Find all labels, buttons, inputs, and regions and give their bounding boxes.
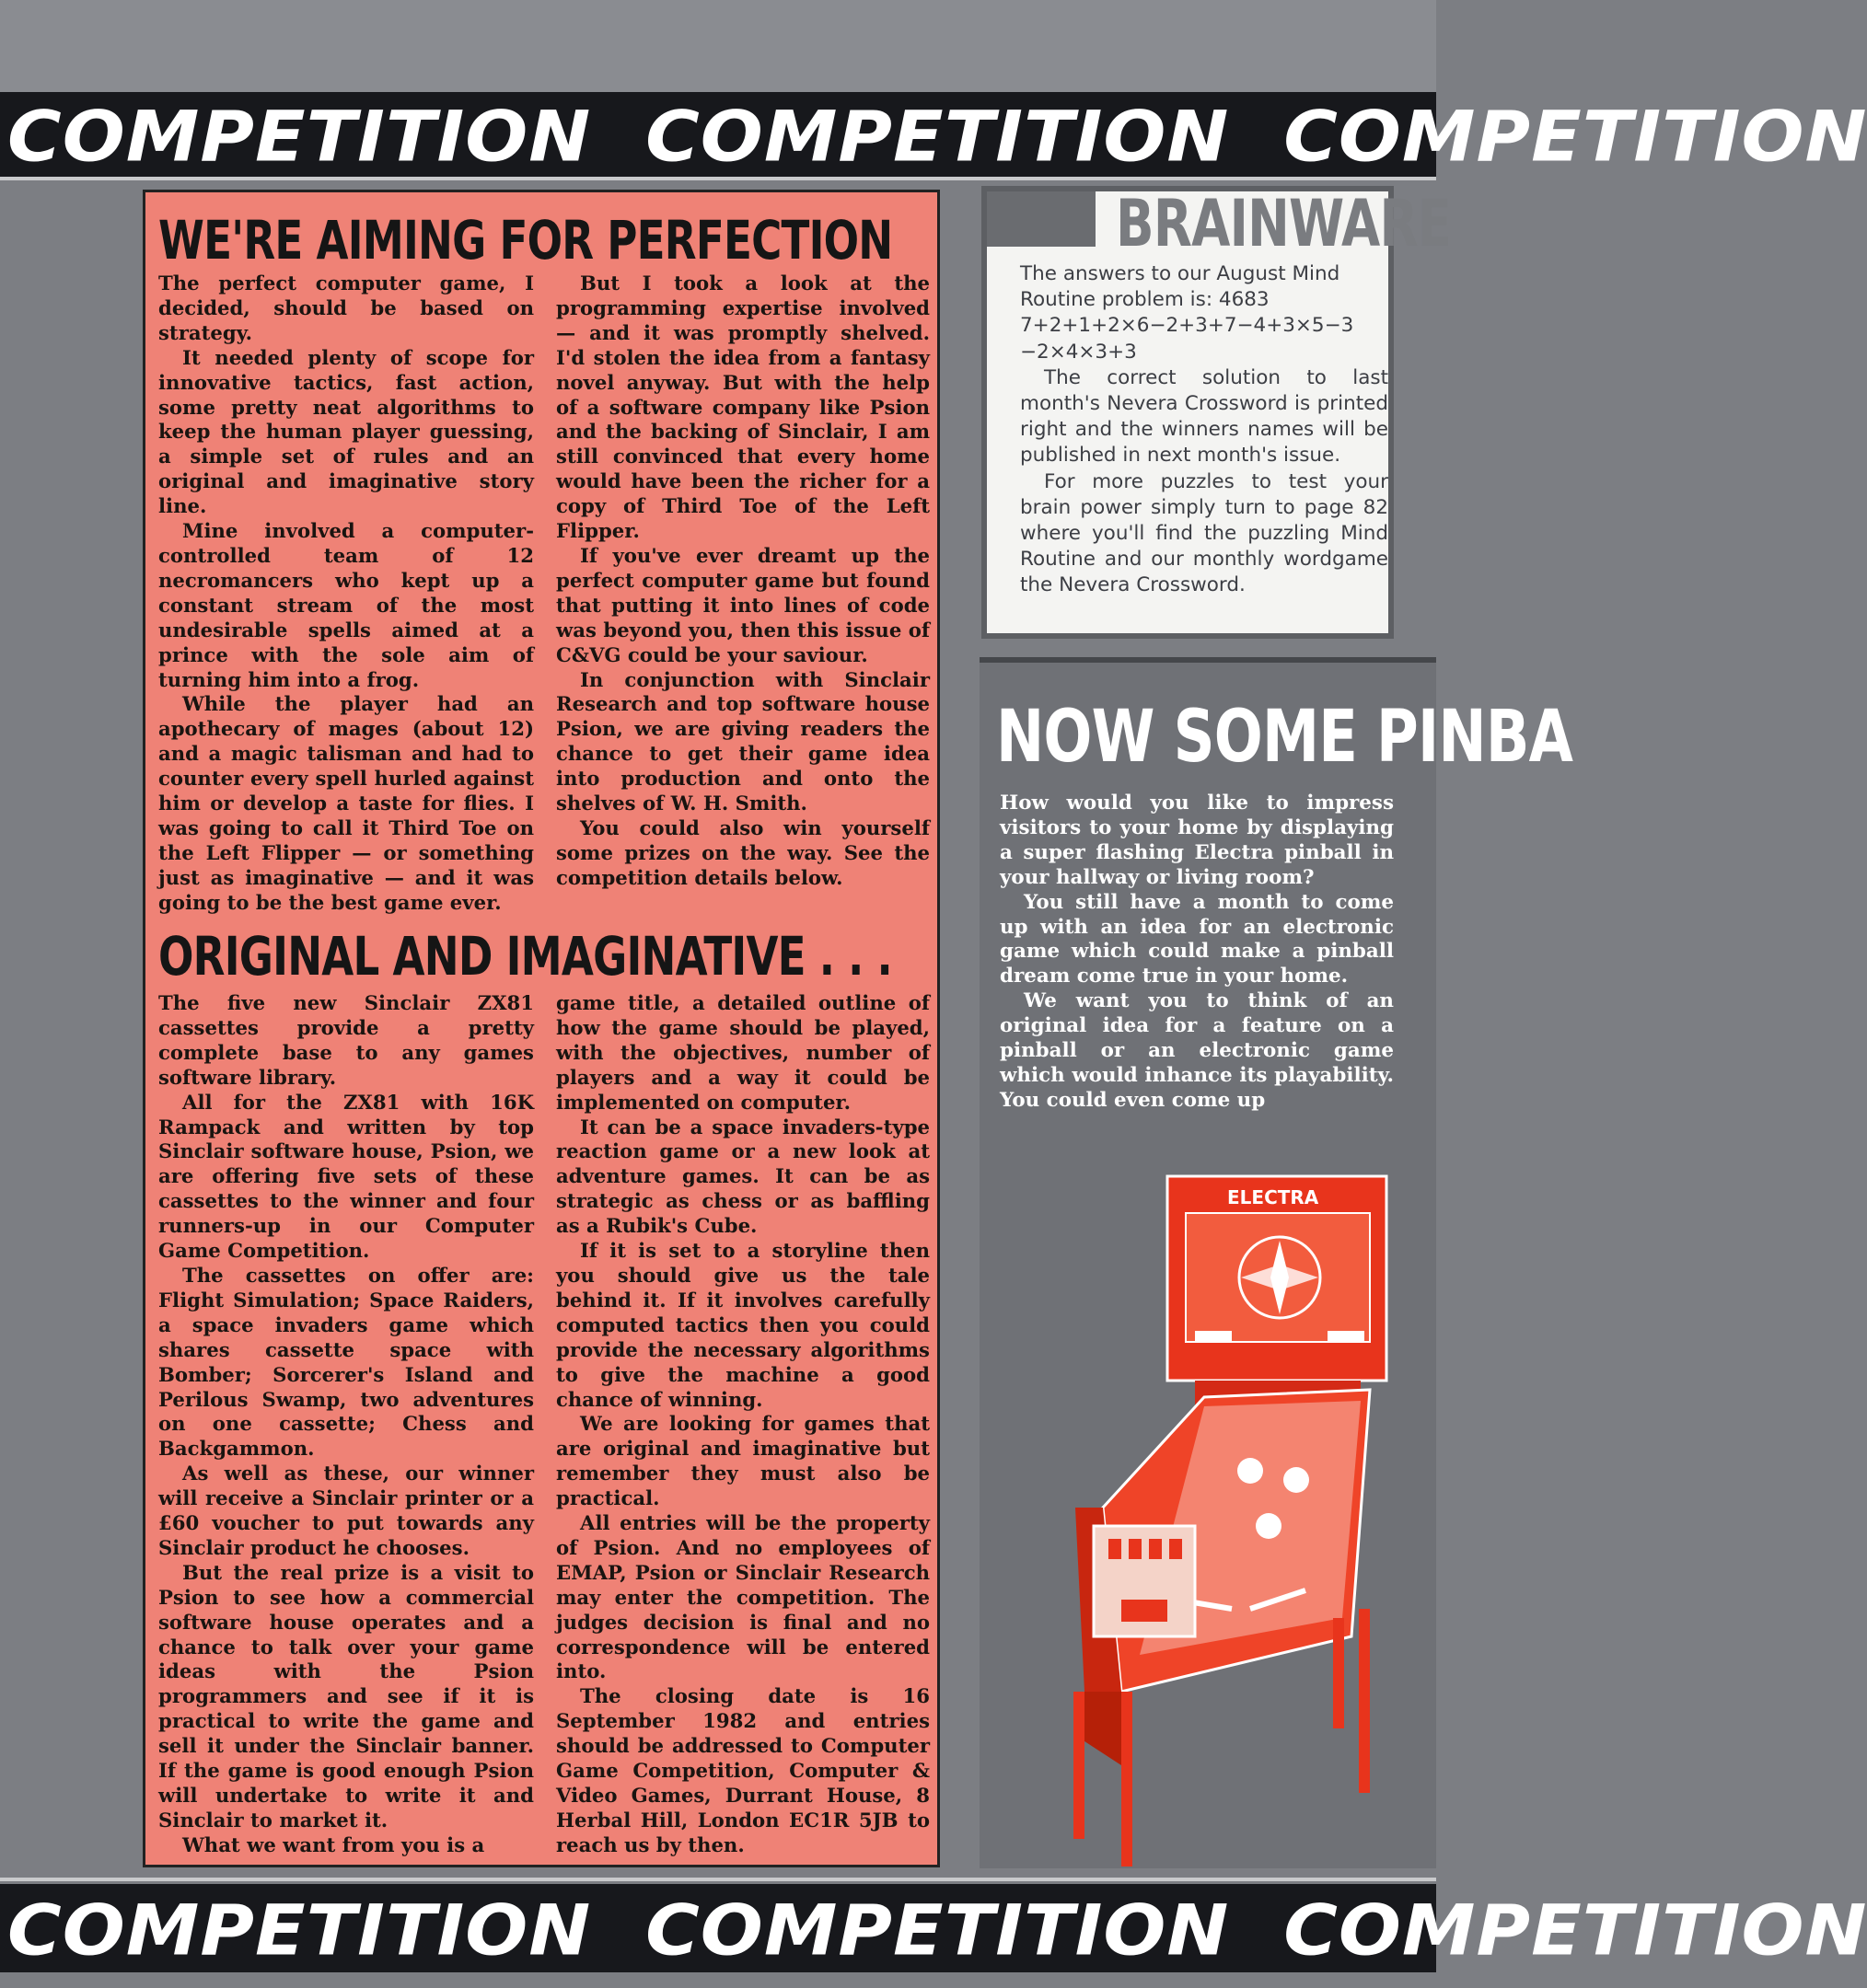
paragraph: The answers to our August Mind Routine problem is: 4683 [1020,262,1340,312]
headline-perfection: WE'RE AIMING FOR PERFECTION [158,209,893,272]
main-article-panel [143,190,940,1867]
article-column-3 [158,991,534,1858]
article-column-1 [158,272,534,916]
paragraph: If it is set to a storyline then you should give us the tale behind it. If it involves carefully computed tactics then you could provide the necessary algorithms to give the machine a good chance of winning. [556,1239,930,1411]
paragraph: You could also win yourself some prizes on the way. See the competition details below. [556,815,930,889]
paragraph: It can be a space invaders-type reaction game or a new look at adventure games. It can be as strategic as chess or as baffling as a Rubik's Cube. [556,1115,930,1238]
paragraph: How would you like to impress visitors to your home by displaying a super flashing Electra pinball in your hallway or living room? [1000,792,1394,889]
banner-bottom-text: COMPETITION COMPETITION COMPETITION [7,1890,1867,1971]
pinball-title: NOW SOME PINBA [996,696,1573,779]
paragraph: All for the ZX81 with 16K Rampack and written by top Sinclair software house, Psion, we are offering five sets of these cassettes to the winner and four runners-up in our Computer Game Competition. [158,1090,534,1263]
brainware-tab [987,191,1096,247]
paragraph: The cassettes on offer are: Flight Simulation; Space Raiders, a space invaders game which shares cassette space with Bomber; Sorcerer's Island and Perilous Swamp, two adventures on one cassette; Chess and Backgammon. [158,1263,534,1461]
divider-line [0,1878,1436,1881]
paragraph: If you've ever dreamt up the perfect computer game but found that putting it into lines of code was beyond you, then this issue of C&VG could be your saviour. [556,543,930,666]
paragraph: The closing date is 16 September 1982 and entries should be addressed to Computer Game Competition, Computer & Video Games, Durrant House, 8 Herbal Hill, London EC1R 5JB to reach us by then. [556,1684,930,1856]
paragraph: Mine involved a computer-controlled team of 12 necromancers who kept up a constant stream of the most undesirable spells aimed at a prince with the sole aim of turning him into a frog. [158,519,534,691]
paragraph: We want you to think of an original idea for a feature on a pinball or an electronic game which would inhance its playability. You could even come up [1000,989,1394,1112]
paragraph: In conjunction with Sinclair Research and top software house Psion, we are giving readers the chance to get their game idea into production and onto the shelves of W. H. Smith. [556,667,930,815]
brainware-title: BRAINWARE [1116,186,1452,261]
paragraph: The correct solution to last month's Nevera Crossword is printed right and the winners names will be published in next month's issue. [1020,365,1388,468]
banner-bottom [0,1884,1867,1972]
machine-logo: ELECTRA [1227,1186,1319,1208]
article-column-4 [556,991,930,1858]
pinball-text [1000,792,1394,1114]
pinball-panel [980,657,1573,1868]
headline-original: ORIGINAL AND IMAGINATIVE . . . [158,925,892,988]
paragraph: But I took a look at the programming expertise involved — and it was promptly shelved. I'd stolen the idea from a fantasy novel anyway. But with the help of a software company like Psion and the backing of Sinclair, I am still convinced that every home would have been the richer for a copy of Third Toe of the Left Flipper. [556,272,930,543]
paragraph: For more puzzles to test your brain power simply turn to page 82 where you'll find the puzzling Mind Routine and our monthly wordgame the Nevera Crossword. [1020,469,1388,597]
paragraph: As well as these, our winner will receive a Sinclair printer or a £60 voucher to put towards any Sinclair product he chooses. [158,1462,534,1559]
paragraph: You still have a month to come up with an idea for an electronic game which could make a pinball dream come true in your home. [1000,890,1394,988]
paragraph: The five new Sinclair ZX81 cassettes provide a pretty complete base to any games software library. [158,991,534,1089]
article-column-2 [556,272,930,891]
paragraph: The perfect computer game, I decided, should be based on strategy. [158,272,534,344]
paragraph: It needed plenty of scope for innovative tactics, fast action, some pretty neat algorithms to keep the human player guessing, a simple set of rules and an original and imaginative story line. [158,345,534,518]
paragraph: What we want from you is a [182,1832,485,1856]
paragraph: While the player had an apothecary of mages (about 12) and a magic talisman and had to counter every spell hurled against him or develop a taste for flies. I was going to call it Third Toe on the Left Flipper — or something just as imaginative — and it was going to be the best game ever. [158,692,534,914]
paragraph: But the real prize is a visit to Psion to see how a commercial software house operates and a chance to talk over your game ideas with the Psion programmers and see if it is practical to write the game and sell it under the Sinclair banner. If the game is good enough Psion will undertake to write it and Sinclair to market it. [158,1560,534,1832]
banner-top-text: COMPETITION COMPETITION COMPETITION [7,96,1867,178]
equation: 7+2+1+2×6−2+3+7−4+3×5−3 −2×4×3+3 [1020,314,1354,364]
paragraph: All entries will be the property of Psion. And no employees of EMAP, Psion or Sinclair Research may enter the competition. The judges decision is final and no correspondence will be entered into. [556,1511,930,1683]
brainware-box [981,186,1452,639]
paragraph: We are looking for games that are original and imaginative but remember they must also be practical. [556,1412,930,1510]
paragraph: game title, a detailed outline of how the game should be played, with the objectives, number of players and a way it could be implemented on computer. [556,991,930,1114]
banner-top [0,92,1867,178]
brainware-text [1020,261,1388,599]
divider-line [0,177,1436,180]
top-strip [0,0,1436,92]
pinball-machine-image [1066,1176,1397,1868]
